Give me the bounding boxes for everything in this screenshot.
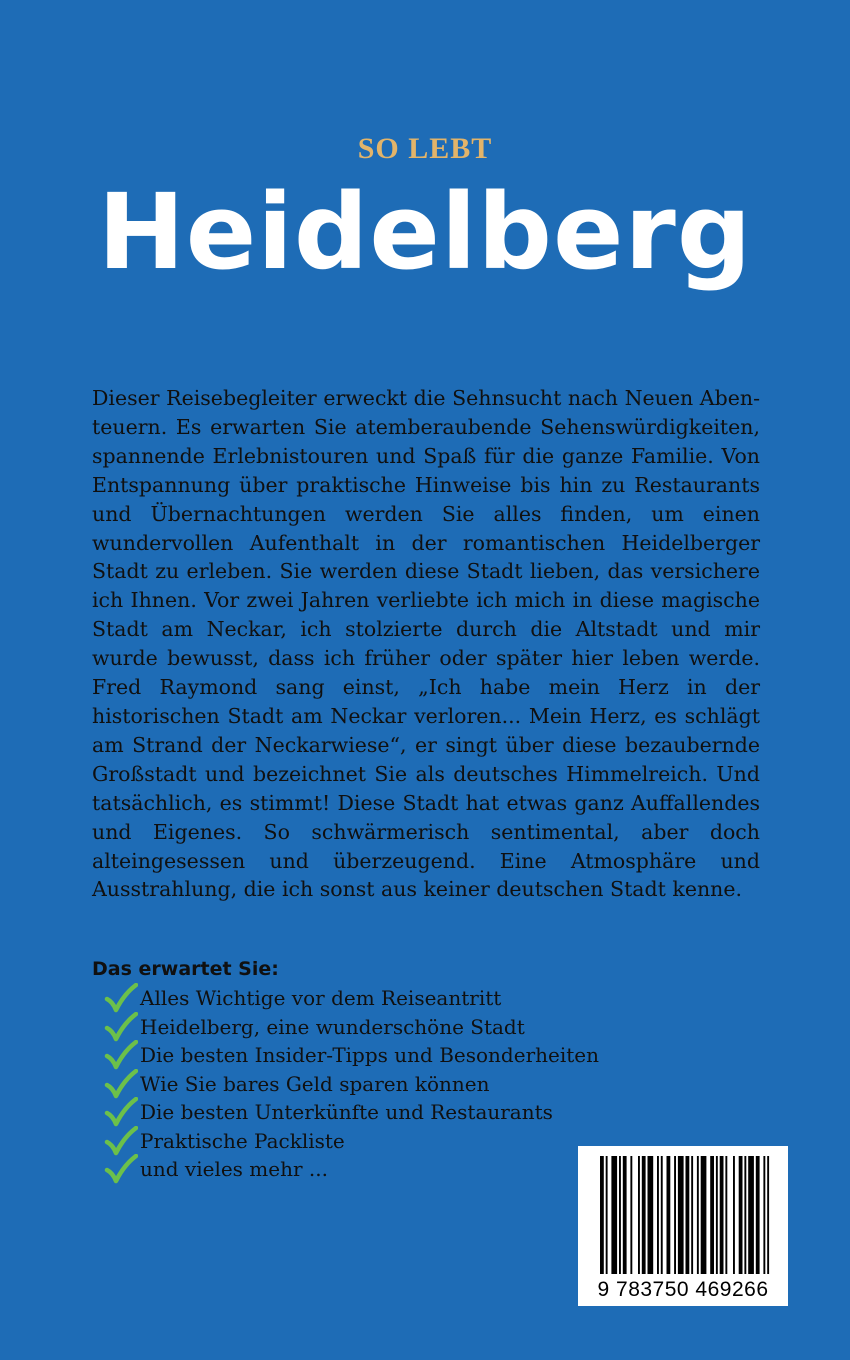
list-item-label: Wie Sie bares Geld sparen können [140, 1071, 490, 1096]
barcode-stripe [720, 1156, 724, 1274]
list-item [104, 1070, 599, 1099]
barcode-stripe [611, 1156, 617, 1274]
checkmark-icon [104, 1097, 138, 1127]
barcode-stripe [630, 1156, 632, 1274]
list-item-label: Alles Wichtige vor dem Reiseantritt [140, 986, 502, 1011]
checkmark-icon [104, 1126, 138, 1156]
barcode-stripe [725, 1156, 727, 1274]
series-label: SO LEBT [357, 132, 493, 165]
list-item-label: Praktische Packliste [140, 1128, 345, 1153]
barcode-stripe [657, 1156, 659, 1274]
barcode-stripe [767, 1156, 769, 1274]
barcode-stripe [661, 1156, 663, 1274]
list-item [104, 1127, 599, 1156]
isbn-barcode [578, 1146, 788, 1306]
checkmark-icon [104, 1012, 138, 1042]
barcode-stripe [763, 1156, 765, 1274]
barcode-stripe [710, 1156, 714, 1274]
barcode-stripe [667, 1156, 671, 1274]
list-item [104, 1013, 599, 1042]
features-list [104, 984, 599, 1184]
barcode-stripe [701, 1156, 707, 1274]
barcode-stripe [686, 1156, 690, 1274]
list-item [104, 1155, 599, 1184]
barcode-stripe [623, 1156, 627, 1274]
barcode-stripe [606, 1156, 608, 1274]
checkmark-icon [104, 983, 138, 1013]
isbn-number: 9 783750 469266 [597, 1278, 769, 1301]
barcode-stripe [674, 1156, 676, 1274]
list-item-label: Die besten Insider-Tipps und Besonderheiten [140, 1043, 599, 1068]
barcode-stripe [642, 1156, 646, 1274]
features-heading: Das erwartet Sie: [92, 958, 279, 980]
barcode-stripe [691, 1156, 693, 1274]
barcode-stripe [716, 1156, 718, 1274]
list-item [104, 1098, 599, 1127]
barcode-stripe [678, 1156, 684, 1274]
list-item-label: Heidelberg, eine wunderschöne Stadt [140, 1014, 525, 1039]
book-title: Heidelberg [97, 171, 753, 293]
barcode-stripe [756, 1156, 760, 1274]
barcode-stripe [638, 1156, 640, 1274]
checkmark-icon [104, 1069, 138, 1099]
barcode-stripe [739, 1156, 743, 1274]
barcode-stripe [748, 1156, 754, 1274]
barcode-stripe [600, 1156, 604, 1274]
barcode-stripe [733, 1156, 735, 1274]
checkmark-icon [104, 1040, 138, 1070]
checkmark-icon [104, 1154, 138, 1184]
blurb-text: Dieser Reisebegleiter erweckt die Sehnsucht nach Neuen Abenteuern. Es erwarten Sie atemberaubende Sehenswürdigkeiten, spannende Erlebnistouren und Spaß für die ganze Familie. Von Entspannung über praktische Hinweise bis hin zu Restaurants und Übernachtungen werden Sie alles finden, um einen wundervollen Aufenthalt in der romantischen Heidelberger Stadt zu erleben. Sie werden diese Stadt lieben, das versichere ich Ihnen. Vor zwei Jahren verliebte ich mich in diese magische Stadt am Neckar, ich stolzierte durch die Altstadt und mir wurde bewusst, dass ich früher oder später hier leben werde. Fred Raymond sang einst, „Ich habe mein Herz in der historischen Stadt am Neckar verloren... Mein Herz, es schlägt am Strand der Neckarwiese“, er singt über diese bezaubernde Großstadt und bezeichnet Sie als deutsches Himmelreich. Und tatsächlich, es stimmt! Diese Stadt hat etwas ganz Auffallendes und Eigenes. So schwärmerisch sentimental, aber doch alteingesessen und überzeugend. Eine Atmosphäre und Ausstrahlung, die ich sonst aus keiner deutschen Stadt kenne. [92, 386, 760, 902]
barcode-stripe [648, 1156, 654, 1274]
list-item-label: und vieles mehr ... [140, 1157, 328, 1182]
barcode-stripe [619, 1156, 621, 1274]
list-item [104, 1041, 599, 1070]
barcode-stripe [744, 1156, 746, 1274]
list-item [104, 984, 599, 1013]
barcode-stripe [697, 1156, 699, 1274]
list-item-label: Die besten Unterkünfte und Restaurants [140, 1100, 553, 1125]
